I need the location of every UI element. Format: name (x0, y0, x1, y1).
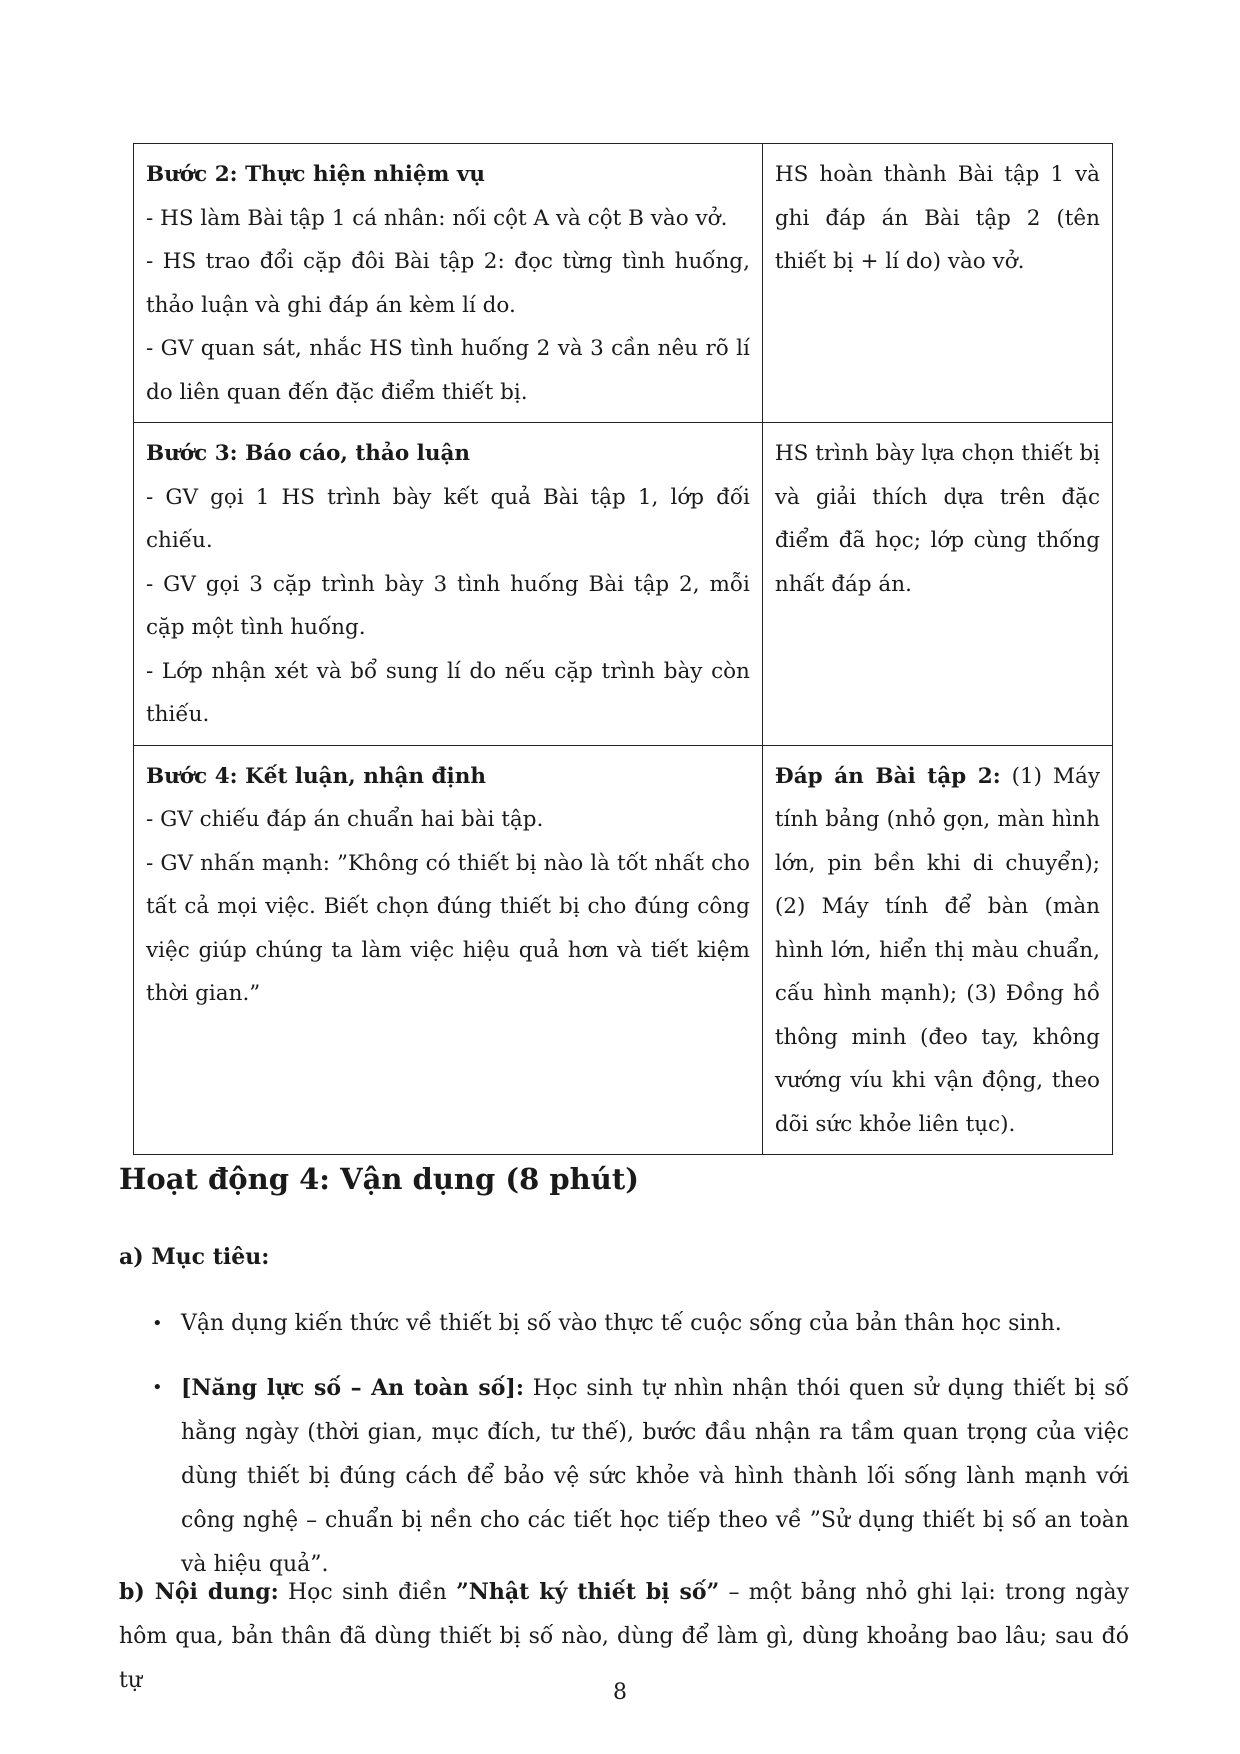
bullet-icon: • (152, 1313, 163, 1334)
step-line: - Lớp nhận xét và bổ sung lí do nếu cặp trình bày còn thiếu. (146, 658, 750, 727)
activity-heading: Hoạt động 4: Vận dụng (8 phút) (119, 1162, 639, 1196)
step-line: - HS trao đổi cặp đôi Bài tập 2: đọc từng tình huống, thảo luận và ghi đáp án kèm lí do. (146, 249, 750, 318)
step-line: - GV nhấn mạnh: ”Không có thiết bị nào là tốt nhất cho tất cả mọi việc. Biết chọn đúng thiết bị cho đúng công việc giúp chúng ta làm việc hiệu quả hơn và tiết kiệm thời gian.” (146, 850, 750, 1006)
answer-label: Đáp án Bài tập 2: (774, 763, 1001, 789)
list-item (119, 1302, 1129, 1346)
activity-steps-table (133, 143, 1113, 1155)
product-text: HS trình bày lựa chọn thiết bị và giải thích dựa trên đặc điểm đã học; lớp cùng thống nhất đáp án. (774, 441, 1100, 597)
step-line: - HS làm Bài tập 1 cá nhân: nối cột A và cột B vào vở. (146, 205, 728, 231)
objectives-heading: a) Mục tiêu: (119, 1244, 270, 1270)
objective-text: Vận dụng kiến thức về thiết bị số vào thực tế cuộc sống của bản thân học sinh. (181, 1311, 1062, 1336)
list-item (119, 1366, 1129, 1587)
step-title: Bước 3: Báo cáo, thảo luận (146, 441, 471, 466)
product-cell (762, 745, 1112, 1155)
step-line: - GV quan sát, nhắc HS tình huống 2 và 3 cần nêu rõ lí do liên quan đến đặc điểm thiết bị. (146, 336, 750, 405)
page-number: 8 (613, 1680, 627, 1705)
step-cell (134, 745, 763, 1155)
table-row (134, 423, 1113, 746)
step-cell (134, 423, 763, 746)
step-cell (134, 144, 763, 423)
content-term: ”Nhật ký thiết bị số” (456, 1579, 720, 1605)
objectives-list (119, 1302, 1129, 1607)
step-line: - GV chiếu đáp án chuẩn hai bài tập. (146, 807, 544, 832)
step-line: - GV gọi 1 HS trình bày kết quả Bài tập 1, lớp đối chiếu. (146, 484, 750, 553)
objective-text: Học sinh tự nhìn nhận thói quen sử dụng thiết bị số hằng ngày (thời gian, mục đích, tư thế), bước đầu nhận ra tầm quan trọng của việc dùng thiết bị đúng cách để bảo vệ sức khỏe và hình thành lối sống lành mạnh với công nghệ – chuẩn bị nền cho các tiết học tiếp theo về ”Sử dụng thiết bị số an toàn và hiệu quả”. (181, 1376, 1129, 1577)
objective-label: [Năng lực số – An toàn số]: (181, 1375, 524, 1401)
step-line: - GV gọi 3 cặp trình bày 3 tình huống Bài tập 2, mỗi cặp một tình huống. (146, 571, 750, 640)
step-title: Bước 4: Kết luận, nhận định (146, 763, 486, 789)
step-title: Bước 2: Thực hiện nhiệm vụ (146, 162, 486, 187)
table-row (134, 144, 1113, 423)
table-row (134, 745, 1113, 1155)
content-label: b) Nội dung: (119, 1579, 279, 1605)
product-cell (762, 144, 1112, 423)
product-text: HS hoàn thành Bài tập 1 và ghi đáp án Bài tập 2 (tên thiết bị + lí do) vào vở. (774, 162, 1100, 274)
bullet-icon: • (152, 1377, 163, 1398)
product-cell (762, 423, 1112, 746)
content-text: Học sinh điền (278, 1580, 457, 1605)
content-text: – một bảng nhỏ ghi lại: trong ngày hôm qua, bản thân đã dùng thiết bị số nào, dùng để làm gì, dùng khoảng bao lâu; sau đó tự (119, 1580, 1129, 1693)
product-text: (1) Máy tính bảng (nhỏ gọn, màn hình lớn, pin bền khi di chuyển); (2) Máy tính để bàn (màn hình lớn, hiển thị màu chuẩn, cấu hình mạnh); (3) Đồng hồ thông minh (đeo tay, không vướng víu khi vận động, theo dõi sức khỏe liên tục). (774, 763, 1100, 1137)
